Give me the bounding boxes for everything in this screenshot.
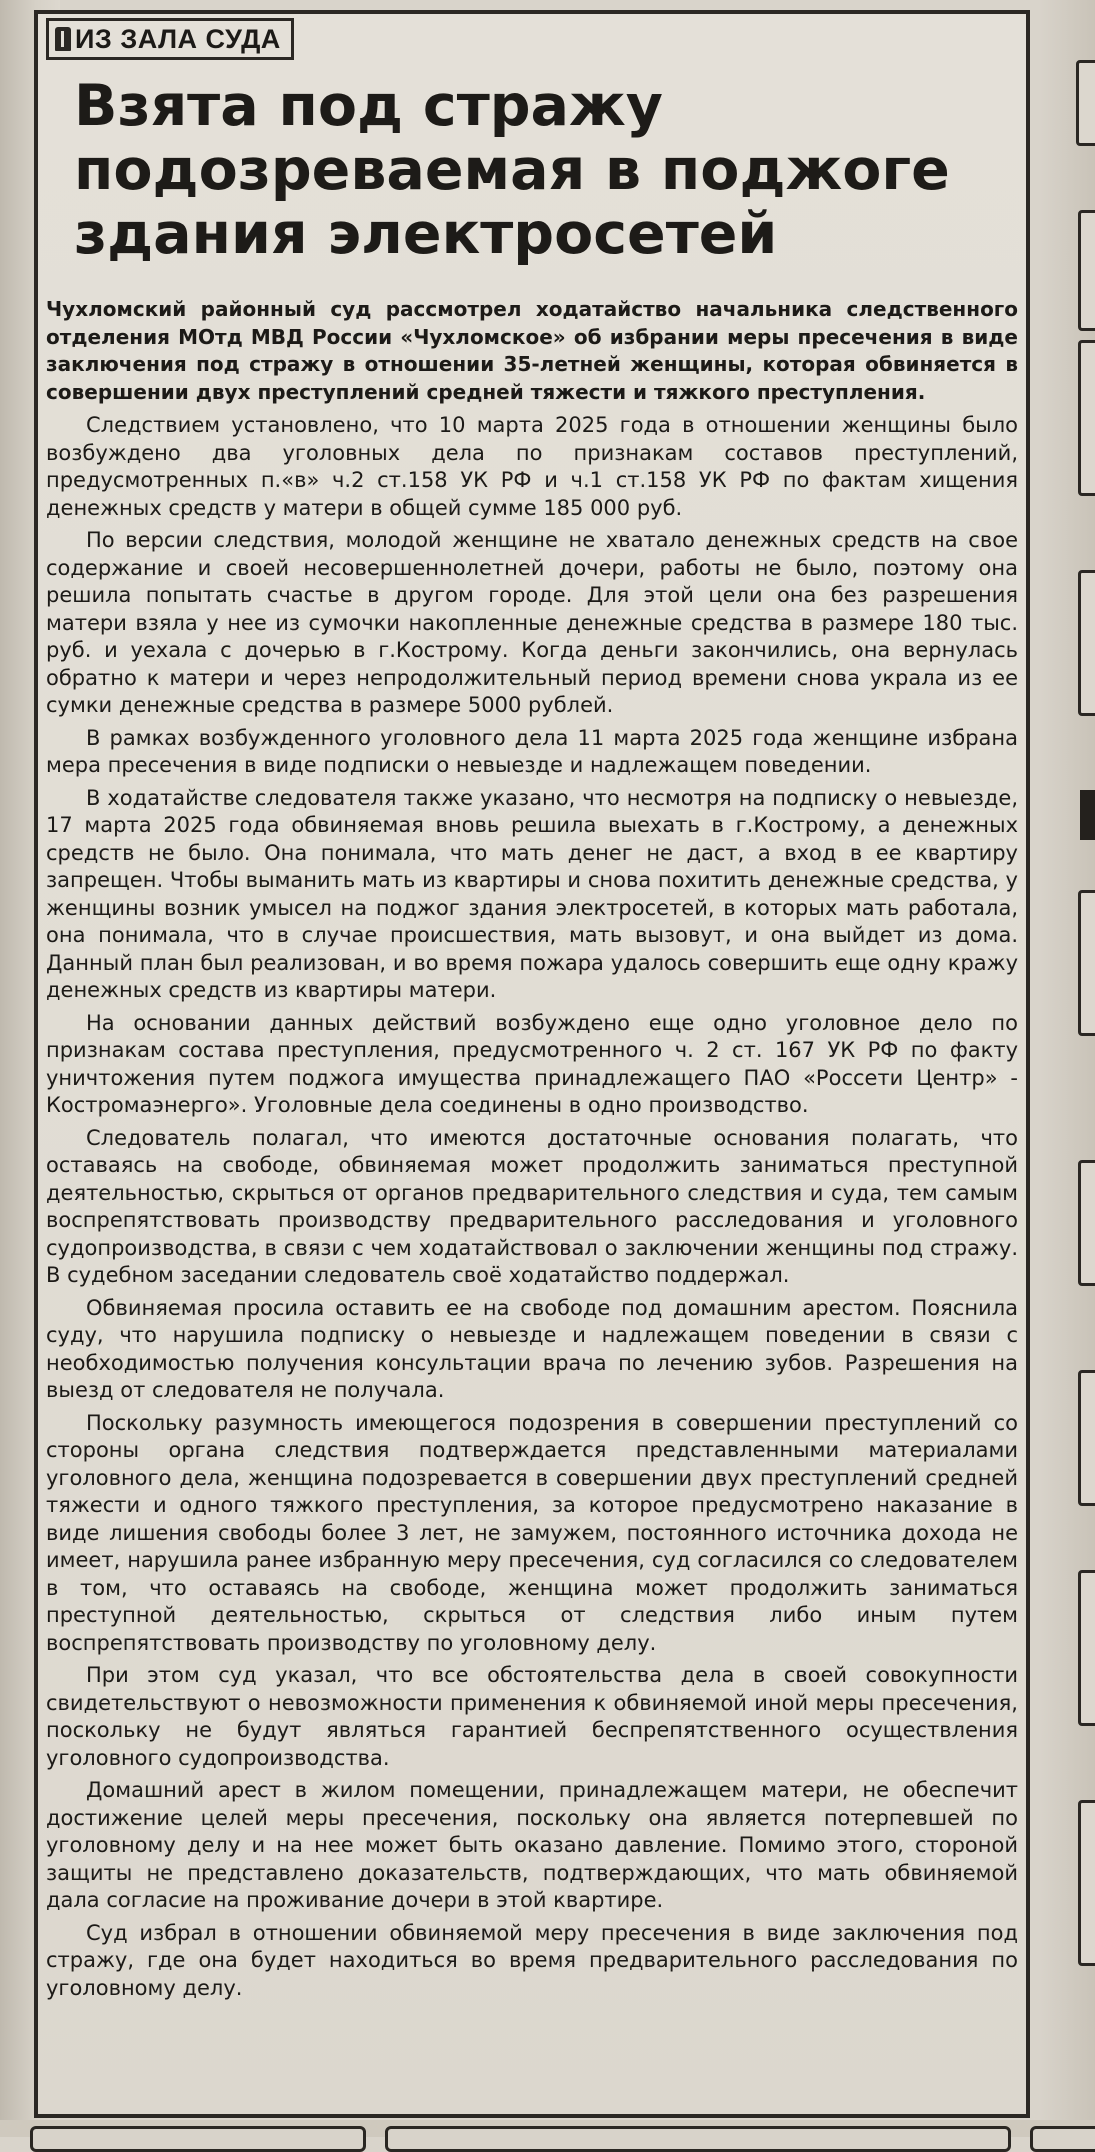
next-article-box	[30, 2126, 366, 2152]
adjacent-column-box	[1078, 340, 1095, 496]
article-paragraph: Домашний арест в жилом помещении, принадлежащем матери, не обеспечит достижение целей меры пресечения, поскольку она является потерпевшей по уголовному делу и на нее может быть оказано давление. Помимо этого, стороной защиты не представлено доказательств, подтверждающих, что мать обвиняемой дала согласие на проживание дочери в этой квартире.	[46, 1778, 1018, 1912]
headline-line: подозреваемая в поджоге	[74, 137, 950, 203]
adjacent-column-box	[1078, 1800, 1095, 1966]
next-article-box	[385, 2126, 1011, 2152]
adjacent-column-box	[1078, 570, 1095, 716]
headline-line: здания электросетей	[74, 201, 778, 267]
article-paragraph: По версии следствия, молодой женщине не хватало денежных средств на свое содержание и своей несовершеннолетней дочери, работы не было, поэтому она решила попытать счастье в другом городе. Для этой цели она без разрешения матери взяла у нее из сумочки накопленные денежные средства в размере 180 тыс. руб. и уехала с дочерью в г.Кострому. Когда деньги закончились, она вернулась обратно к матери и через непродолжительный период времени снова украла из ее сумки денежные средства в размере 5000 рублей.	[46, 528, 1018, 717]
adjacent-column-block	[1080, 790, 1095, 840]
article-lead: Чухломский районный суд рассмотрел ходатайство начальника следственного отделения МОтд МВД России «Чухломское» об избрании меры пресечения в виде заключения под стражу в отношении 35-летней женщины, которая обвиняется в совершении двух преступлений средней тяжести и тяжкого преступления.	[46, 297, 1018, 404]
article-frame	[34, 10, 1030, 2118]
adjacent-column-box	[1078, 210, 1095, 331]
article-paragraph: Следствием установлено, что 10 марта 2025 года в отношении женщины было возбуждено два уголовных дела по признакам составов преступлений, предусмотренных п.«в» ч.2 ст.158 УК РФ и ч.1 ст.158 УК РФ по фактам хищения денежных средств у матери в общей сумме 185 000 руб.	[46, 413, 1018, 520]
article-paragraph: Суд избрал в отношении обвиняемой меру пресечения в виде заключения под стражу, где она будет находиться во время предварительного расследования по уголовному делу.	[46, 1920, 1018, 2000]
rubric-text: ИЗ ЗАЛА СУДА	[75, 23, 281, 54]
adjacent-column-box	[1078, 1370, 1095, 1506]
article-paragraph: Следователь полагал, что имеются достаточные основания полагать, что оставаясь на свободе, обвиняемая может продолжить заниматься преступной деятельностью, скрыться от органов предварительного следствия и суда, тем самым воспрепятствовать производству предварительного расследования и уголовного судопроизводства, в связи с чем ходатайствовал о заключении женщины под стражу. В судебном заседании следователь своё ходатайство поддержал.	[46, 1125, 1018, 1287]
article-paragraph: На основании данных действий возбуждено еще одно уголовное дело по признакам состава преступления, предусмотренного ч. 2 ст. 167 УК РФ по факту уничтожения путем поджога имущества принадлежащего ПАО «Россети Центр» - Костромаэнерго». Уголовные дела соединены в одно производство.	[46, 1010, 1018, 1117]
adjacent-column-box	[1078, 1160, 1095, 1286]
adjacent-column-box	[1078, 890, 1095, 1036]
column-icon	[55, 27, 71, 51]
article-paragraph: Обвиняемая просила оставить ее на свободе под домашним арестом. Пояснила суду, что нарушила подписку о невыезде и надлежащем поведении в связи с необходимостью получения консультации врача по лечению зубов. Разрешения на выезд от следователя не получала.	[46, 1295, 1018, 1402]
article-paragraph: В ходатайстве следователя также указано, что несмотря на подписку о невыезде, 17 марта 2025 года обвиняемая вновь решила выехать в г.Кострому, а денежных средств не было. Она понимала, что мать денег не даст, а вход в ее квартиру запрещен. Чтобы выманить мать из квартиры и снова похитить денежные средства, у женщины возник умысел на поджог здания электросетей, в которых мать работала, она понимала, что в случае происшествия, мать вызовут, и она выйдет из дома. Данный план был реализован, и во время пожара удалось совершить еще одну кражу денежных средств из квартиры матери.	[46, 785, 1018, 1002]
adjacent-column-box	[1078, 1570, 1095, 1726]
article-body	[46, 296, 1018, 2007]
next-article-box	[1030, 2126, 1095, 2152]
adjacent-column-box	[1076, 60, 1095, 146]
headline-line: Взята под стражу	[74, 73, 663, 139]
rubric-label	[46, 18, 294, 60]
article-paragraph: В рамках возбужденного уголовного дела 11 марта 2025 года женщине избрана мера пресечения в виде подписки о невыезде и надлежащем поведении.	[46, 725, 1018, 777]
article-headline	[74, 74, 974, 266]
article-paragraph: При этом суд указал, что все обстоятельства дела в своей совокупности свидетельствуют о невозможности применения к обвиняемой иной меры пресечения, поскольку не будут являться гарантией беспрепятственного осуществления уголовного судопроизводства.	[46, 1663, 1018, 1770]
article-paragraph: Поскольку разумность имеющегося подозрения в совершении преступлений со стороны органа следствия подтверждается представленными материалами уголовного дела, женщина подозревается в совершении двух преступлений средней тяжести и одного тяжкого преступления, за которое предусмотрено наказание в виде лишения свободы более 3 лет, не замужем, постоянного источника дохода не имеет, нарушила ранее избранную меру пресечения, суд согласился со следователем в том, что оставаясь на свободе, женщина может продолжить заниматься преступной деятельностью, скрыться от следствия либо иным путем воспрепятствовать производству по уголовному делу.	[46, 1410, 1018, 1655]
